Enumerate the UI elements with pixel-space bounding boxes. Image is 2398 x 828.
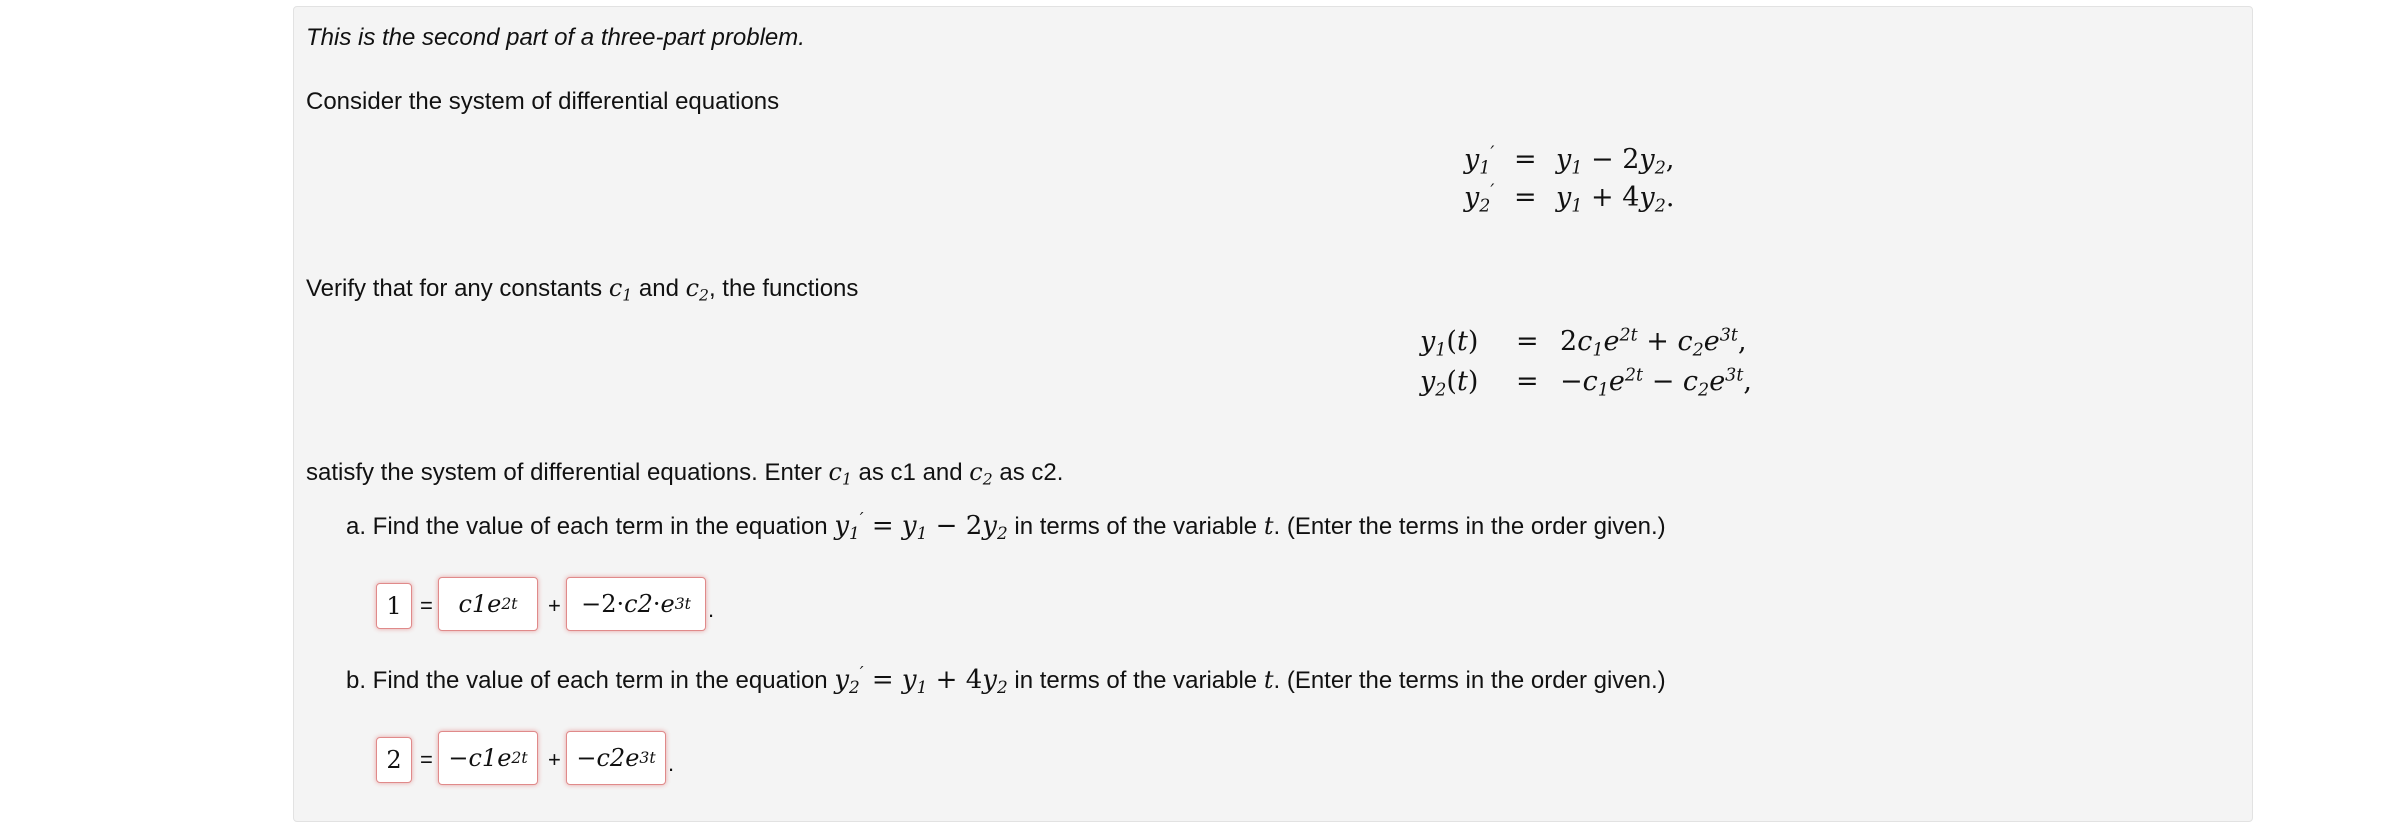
part-b-period: . [668, 751, 675, 776]
consider-text: Consider the system of differential equations [306, 88, 780, 115]
verify-prefix: Verify that for any constants [306, 275, 609, 302]
sol-lhs-2: $y_2(t)$ [1420, 366, 1479, 401]
satisfy-as1: as c1 and [851, 459, 970, 486]
part-a-period: . [708, 597, 715, 622]
part-a-answer-1[interactable]: c1e 2t [438, 577, 538, 631]
part-b-suffix: in terms of the variable [1007, 667, 1264, 694]
part-b-answer-1[interactable]: − c1e 2t [438, 731, 538, 785]
satisfy-text: satisfy the system of differential equations. Enter $c_1$ as c1 and $c_2$ as c2. [306, 458, 1064, 489]
problem-panel [293, 6, 2253, 822]
part-b-term-index-value: 2 [386, 746, 402, 774]
part-a-plus: + [548, 593, 561, 618]
sol-eq-2: = [1516, 366, 1539, 397]
part-a-question: a. Find the value of each term in the equation $y_1' = y_1 - 2y_2$ in terms of the variable t. (Enter the terms in the order given.) [346, 508, 1666, 544]
part-b-tail: . (Enter the terms in the order given.) [1273, 667, 1666, 694]
satisfy-prefix: satisfy the system of differential equations. Enter [306, 459, 829, 486]
part-a-term-index[interactable] [376, 583, 412, 629]
verify-text: Verify that for any constants $c_1$ and $c_2$, the functions [306, 274, 859, 305]
ode-lhs-2: $y_2'$ [1464, 181, 1495, 217]
verify-suffix: , the functions [708, 275, 859, 302]
part-b-var: t [1263, 666, 1274, 694]
part-b-term-index[interactable] [376, 737, 412, 783]
sol-lhs-1: $y_1(t)$ [1420, 326, 1479, 361]
sol-eq-1: = [1516, 326, 1539, 357]
ode-eq-2: = [1514, 182, 1537, 213]
part-a-equals: = [420, 593, 433, 618]
part-a-term-index-value: 1 [386, 592, 402, 620]
sol-rhs-1: $2c_1e^{2t} + c_2e^{3t}$, [1560, 325, 1747, 361]
part-b-plus: + [548, 747, 561, 772]
part-b-question: b. Find the value of each term in the equation $y_2' = y_1 + 4y_2$ in terms of the variable t. (Enter the terms in the order given.) [346, 662, 1666, 698]
ode-lhs-1: $y_1'$ [1464, 143, 1495, 179]
ode-rhs-2: $y_1 + 4y_2$. [1556, 182, 1675, 217]
part-a-suffix: in terms of the variable [1007, 513, 1264, 540]
satisfy-as2: as c2. [992, 459, 1064, 486]
part-a-tail: . (Enter the terms in the order given.) [1273, 513, 1666, 540]
part-a-answer-2[interactable]: −2· c2 · e 3t [566, 577, 706, 631]
part-a-var: t [1263, 512, 1274, 540]
ode-rhs-1: $y_1 - 2y_2$, [1556, 144, 1675, 179]
intro-text: This is the second part of a three-part problem. [306, 24, 805, 51]
part-b-answer-2[interactable]: − c2e 3t [566, 731, 666, 785]
part-a-prefix: a. Find the value of each term in the equation [346, 513, 835, 540]
sol-rhs-2: $-c_1e^{2t} - c_2e^{3t}$, [1560, 365, 1752, 401]
verify-and: and [632, 275, 686, 302]
part-b-equals: = [420, 747, 433, 772]
part-b-prefix: b. Find the value of each term in the equation [346, 667, 835, 694]
ode-eq-1: = [1514, 144, 1537, 175]
